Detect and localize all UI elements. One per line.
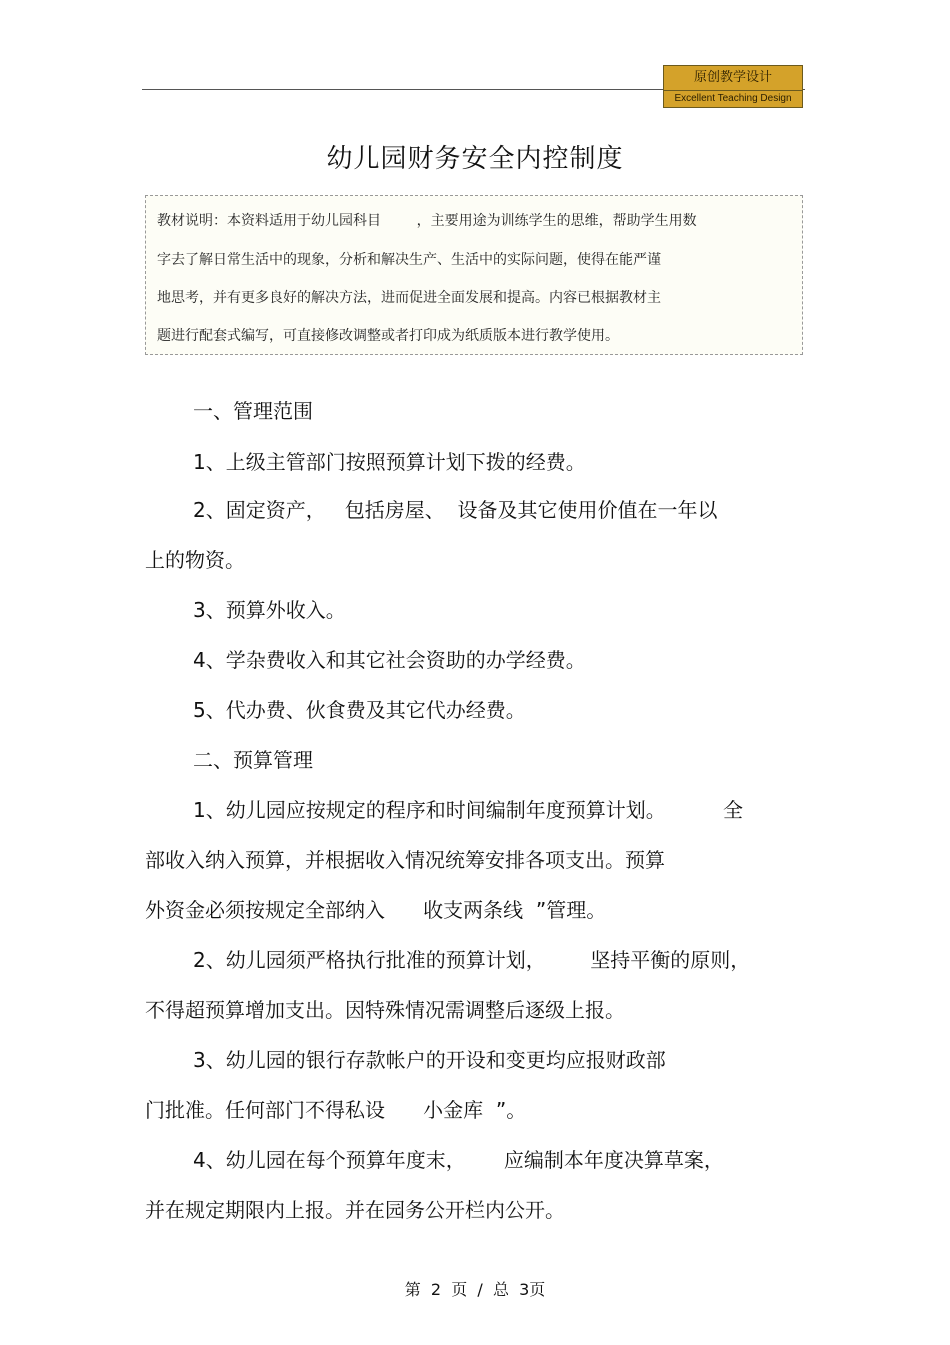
note-line: 题进行配套式编写，可直接修改调整或者打印成为纸质版本进行教学使用。 — [157, 328, 619, 344]
page-number: 第 2 页 / 总 3页 — [404, 1280, 546, 1299]
paragraph-line: 并在规定期限内上报。并在园务公开栏内公开。 — [145, 1198, 565, 1222]
paragraph-line: 1、上级主管部门按照预算计划下拨的经费。 — [193, 450, 586, 474]
paragraph-line: 4、学杂费收入和其它社会资助的办学经费。 — [193, 648, 586, 672]
paragraph-line: 5、代办费、伙食费及其它代办经费。 — [193, 698, 526, 722]
header-badge — [663, 65, 803, 108]
paragraph-line: 1、幼儿园应按规定的程序和时间编制年度预算计划。 全 — [193, 798, 743, 822]
note-line: 地思考，并有更多良好的解决方法，进而促进全面发展和提高。内容已根据教材主 — [157, 290, 661, 306]
section-heading-budget: 二、预算管理 — [193, 748, 313, 772]
paragraph-line: 3、预算外收入。 — [193, 598, 346, 622]
material-note-box — [145, 195, 803, 355]
paragraph-line: 2、固定资产， 包括房屋、 设备及其它使用价值在一年以 — [193, 498, 718, 522]
note-line: 字去了解日常生活中的现象，分析和解决生产、生活中的实际问题，使得在能严谨 — [157, 252, 661, 268]
paragraph-line: 3、幼儿园的银行存款帐户的开设和变更均应报财政部 — [193, 1048, 666, 1072]
paragraph-line: 外资金必须按规定全部纳入 收支两条线 ”管理。 — [145, 898, 607, 922]
paragraph-line: 门批准。任何部门不得私设 小金库 ”。 — [145, 1098, 527, 1122]
paragraph-line: 上的物资。 — [145, 548, 245, 572]
paragraph-line: 4、幼儿园在每个预算年度末， 应编制本年度决算草案， — [193, 1148, 724, 1172]
paragraph-line: 2、幼儿园须严格执行批准的预算计划， 坚持平衡的原则， — [193, 948, 751, 972]
paragraph-line: 部收入纳入预算，并根据收入情况统筹安排各项支出。预算 — [145, 848, 665, 872]
badge-english-label: Excellent Teaching Design — [663, 91, 803, 108]
section-heading-scope: 一、管理范围 — [193, 399, 313, 423]
note-line: 教材说明：本资料适用于幼儿园科目 ，主要用途为训练学生的思维，帮助学生用数 — [157, 213, 697, 229]
badge-chinese-label: 原创教学设计 — [663, 65, 803, 91]
paragraph-line: 不得超预算增加支出。因特殊情况需调整后逐级上报。 — [145, 998, 625, 1022]
document-title: 幼儿园财务安全内控制度 — [326, 144, 624, 174]
